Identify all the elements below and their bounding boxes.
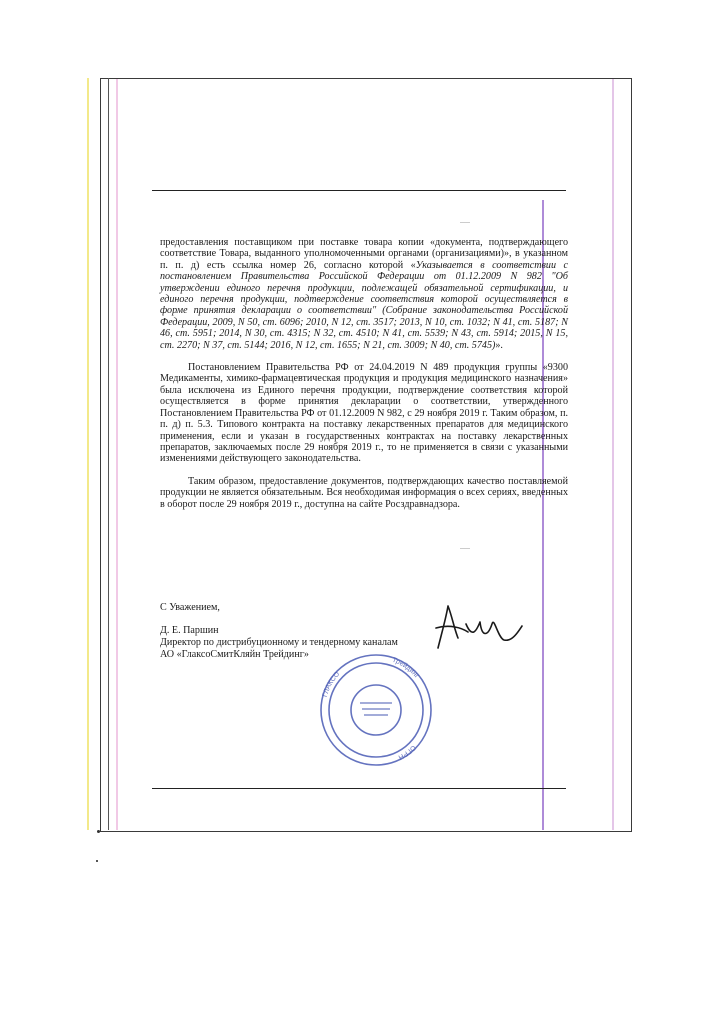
paragraph-1-end: ». <box>495 339 503 351</box>
paragraph-3: Таким образом, предоставление документов, подтверждающих качество поставляемой продукции не является обязательным. Вся необходимая информация о всех сериях, введенных в оборот после 29 ноября 2019 г., доступна на сайте Росздравнадзора. <box>160 475 568 510</box>
stamp-ring-text-3: ОГРН <box>396 743 417 761</box>
signer-company: АО «ГлаксоСмитКляйн Трейдинг» <box>160 649 309 660</box>
top-rule <box>152 190 566 191</box>
signer-name: Д. Е. Паршин <box>160 625 219 636</box>
scan-mark <box>97 830 100 833</box>
company-stamp <box>318 652 434 768</box>
letter-body <box>160 237 568 510</box>
scan-speck <box>460 222 470 223</box>
scan-margin-line-yellow <box>87 78 89 830</box>
page-frame-inner-line <box>108 78 109 830</box>
svg-text:Трейдинг <box>391 657 420 680</box>
paragraph-2: Постановлением Правительства РФ от 24.04.2019 N 489 продукция группы «9300 Медикаменты, химико-фармацевтическая продукция и продукция медицинского назначения» была исключена из Единого перечня продукции, подтверждение соответствия которой осуществляется в форме принятия декларации о соответствии, утвержденного Постановлением Правительства РФ от 01.12.2009 N 982, с 29 ноября 2019 г. Таким образом, п. п. д) п. 5.3. Типового контракта на поставку лекарственных препаратов для медицинского применения, если и указан в государственных контрактах на поставку лекарственных препаратов, заключаемых после 29 ноября 2019 г., то не применяется в связи с указанными изменениями действующего законодательства. <box>160 362 568 465</box>
scan-speck <box>460 548 470 549</box>
signer-title: Директор по дистрибуционному и тендерному каналам <box>160 637 398 648</box>
bottom-rule <box>152 788 566 789</box>
closing: С Уважением, <box>160 602 220 613</box>
paragraph-1-quote: Указывается в соответствии с постановлением Правительства Российской Федерации от 01.12.2009 N 982 "Об утверждении единого перечня продукции, подлежащей обязательной сертификации, и единого перечня продукции, подтверждение соответствия которой осуществляется в форме принятия декларации о соответствии" (Собрание законодательства Российской Федерации, 2009, N 50, ст. 6096; 2010, N 12, ст. 3517; 2013, N 10, ст. 1032; N 41, ст. 5187; N 46, ст. 5951; 2014, N 30, ст. 4315; N 32, ст. 4510; N 41, ст. 5539; N 43, ст. 5914; 2015, N 15, ст. 2270; N 37, ст. 5144; 2016, N 12, ст. 1655; N 21, ст. 3009; N 40, ст. 5745) <box>160 259 568 351</box>
paragraph-1-text: предоставления поставщиком при поставке товара копии «документа, подтверждающего соответствие Товара, выданного уполномоченными органами (организациями)», в указанном п. п. д) есть ссылка номер 26, согласно которой « <box>160 237 568 271</box>
scan-mark <box>96 860 98 862</box>
handwritten-signature <box>428 598 528 654</box>
stamp-ring-text-1: ГЛАКСО <box>321 670 342 698</box>
paragraph-1 <box>160 237 568 351</box>
stamp-ring-text-2: Трейдинг <box>391 656 420 680</box>
